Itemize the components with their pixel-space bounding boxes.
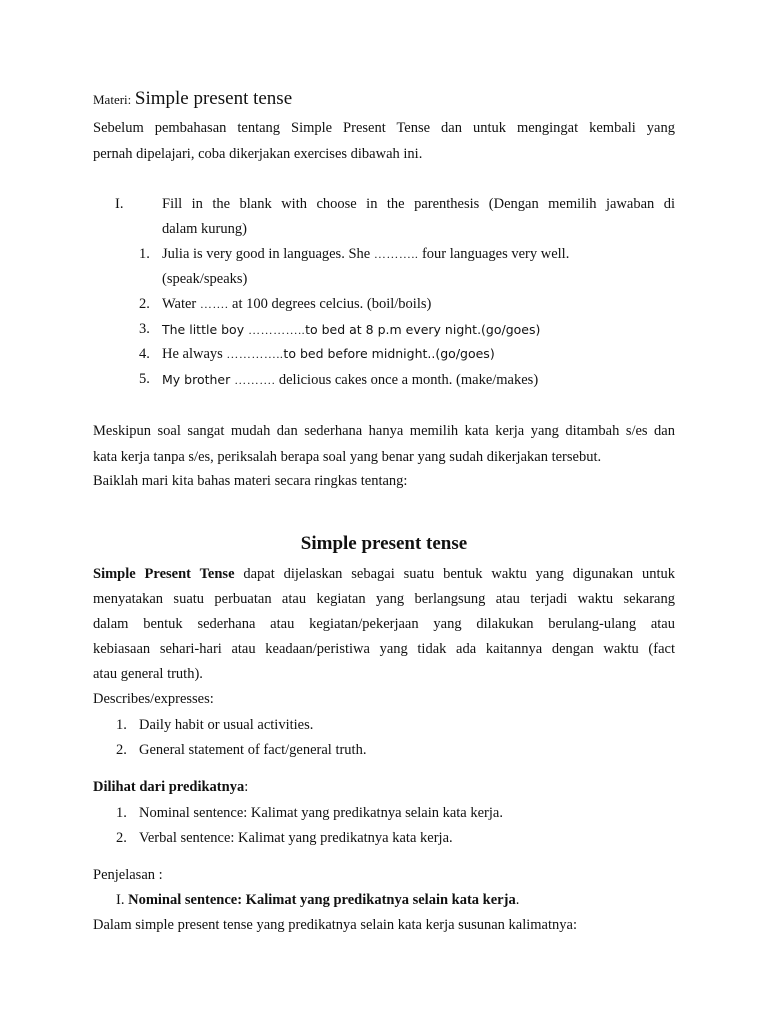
note-line-3: Baiklah mari kita bahas materi secara ringkas tentang: [93, 473, 408, 489]
exercise-item [162, 322, 540, 339]
blank-dots: ………. [234, 373, 276, 387]
penjelasan-period: . [515, 892, 520, 908]
describes-label: Describes/expresses: [93, 691, 214, 707]
item-text: Water [162, 296, 200, 312]
definition-line-1 [93, 566, 675, 583]
item-text: My brother [162, 372, 235, 387]
describes-item-number: 1. [116, 717, 127, 733]
item-text: delicious cakes once a month. (make/makes) [275, 372, 539, 388]
exercise-item-number: 4. [139, 346, 150, 362]
definition-line-5: atau general truth). [93, 666, 203, 682]
exercise-item-number: 5. [139, 371, 150, 387]
exercise-numeral: I. [115, 196, 124, 212]
definition-line-3: dalam bentuk sederhana atau kegiatan/pekerjaan yang dilakukan berulang-ulang atau [93, 616, 675, 632]
exercise-instruction-line-2: dalam kurung) [162, 221, 247, 237]
note-line-2: kata kerja tanpa s/es, periksalah berapa soal yang benar yang sudah dikerjakan tersebut. [93, 449, 602, 465]
predikat-item-number: 2. [116, 830, 127, 846]
penjelasan-last-line: Dalam simple present tense yang predikatnya selain kata kerja susunan kalimatnya: [93, 917, 577, 933]
section-title: Simple present tense [300, 533, 468, 554]
exercise-item-number: 3. [139, 321, 150, 337]
materi-heading [93, 88, 292, 110]
definition-term: Simple Present Tense [93, 566, 235, 582]
item-text: to bed at 8 p.m every night.(go/goes) [305, 322, 541, 337]
item-text: The little boy [162, 322, 249, 337]
predikat-item-number: 1. [116, 805, 127, 821]
predikat-item: Verbal sentence: Kalimat yang predikatnya kata kerja. [139, 830, 453, 846]
intro-line-1: Sebelum pembahasan tentang Simple Present Tense dan untuk mengingat kembali yang [93, 120, 675, 136]
predikat-item: Nominal sentence: Kalimat yang predikatnya selain kata kerja. [139, 805, 503, 821]
exercise-item [162, 372, 538, 389]
blank-dots: ……….. [373, 247, 419, 261]
intro-line-2: pernah dipelajari, coba dikerjakan exercises dibawah ini. [93, 146, 423, 162]
definition-text: dapat dijelaskan sebagai suatu bentuk waktu yang digunakan untuk [234, 566, 675, 582]
predikat-label: Dilihat dari predikatnya [93, 779, 245, 795]
item-text: to bed before midnight..(go/goes) [283, 346, 495, 361]
item-text: He always [162, 346, 227, 362]
describes-item: Daily habit or usual activities. [139, 717, 314, 733]
blank-dots: ………….. [248, 323, 306, 337]
predikat-colon: : [244, 779, 249, 795]
blank-dots: ………….. [226, 347, 284, 361]
item-text: four languages very well. [418, 246, 570, 262]
predikat-heading [93, 779, 248, 796]
item-text: at 100 degrees celcius. (boil/boils) [228, 296, 432, 312]
exercise-item [162, 346, 495, 363]
materi-label: Materi: [93, 92, 132, 107]
materi-title: Simple present tense [134, 88, 293, 109]
definition-line-2: menyatakan suatu perbuatan atau kegiatan yang berlangsung atau terjadi waktu sekarang [93, 591, 675, 607]
note-line-1: Meskipun soal sangat mudah dan sederhana hanya memilih kata kerja yang ditambah s/es dan [93, 423, 675, 439]
definition-line-4: kebiasaan sehari-hari atau keadaan/peristiwa yang tidak ada kaitannya dengan waktu (fact [93, 641, 675, 657]
exercise-item-number: 2. [139, 296, 150, 312]
exercise-instruction-line-1: Fill in the blank with choose in the parenthesis (Dengan memilih jawaban di [162, 196, 675, 212]
penjelasan-subheading [116, 892, 519, 909]
exercise-item [162, 296, 431, 313]
item-text: Julia is very good in languages. She [162, 246, 374, 262]
blank-dots: ……. [199, 297, 229, 311]
describes-item: General statement of fact/general truth. [139, 742, 367, 758]
exercise-item-number: 1. [139, 246, 150, 262]
exercise-item-options: (speak/speaks) [162, 271, 248, 287]
describes-item-number: 2. [116, 742, 127, 758]
penjelasan-number: I. [116, 892, 129, 908]
penjelasan-bold-text: Nominal sentence: Kalimat yang predikatnya selain kata kerja [128, 892, 516, 908]
exercise-item [162, 246, 569, 263]
penjelasan-label: Penjelasan : [93, 867, 163, 883]
